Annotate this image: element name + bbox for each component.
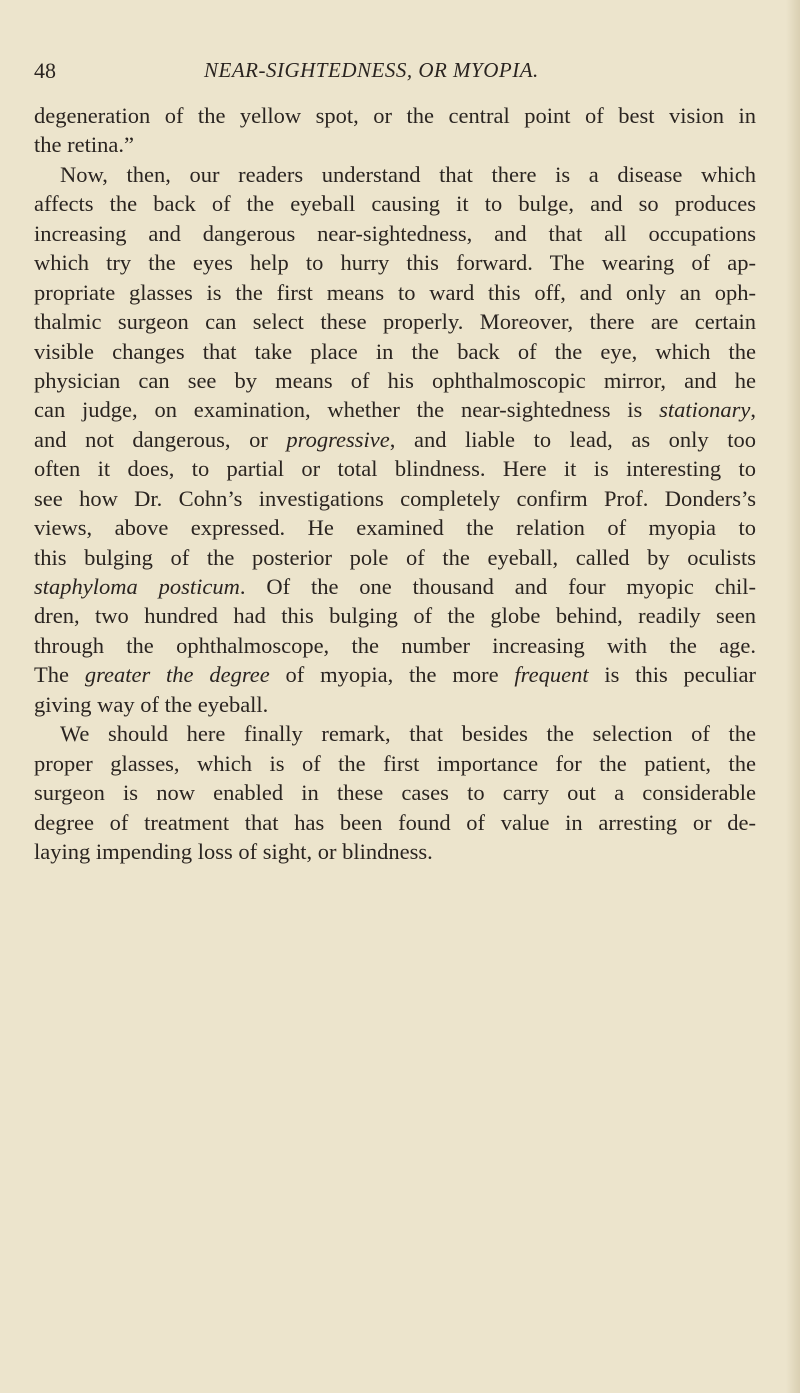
italic-text: staphyloma posticum — [34, 574, 240, 599]
text-line — [34, 101, 756, 130]
text-run: The — [34, 662, 85, 688]
text-run: propriate glasses is the first means to ward this off, and only an oph- — [34, 279, 756, 305]
text-run: dren, two hundred had this bulging of the globe behind, readily seen — [34, 603, 756, 629]
text-run: affects the back of the eyeball causing it to bulge, and so produces — [34, 191, 756, 217]
text-run: , — [750, 397, 756, 423]
text-line — [34, 484, 756, 513]
text-line — [34, 130, 756, 159]
text-line — [34, 660, 756, 689]
text-run: physician can see by means of his ophthalmoscopic mirror, and he — [34, 367, 756, 393]
text-run: can judge, on examination, whether the near-sightedness is — [34, 397, 660, 423]
text-run: thalmic surgeon can select these properly. Moreover, there are certain — [34, 309, 756, 335]
text-line — [34, 808, 756, 837]
text-line — [34, 601, 756, 630]
text-line — [34, 454, 756, 483]
text-run: laying impending loss of sight, or blindness. — [34, 838, 433, 864]
page-edge — [786, 0, 800, 1393]
text-run: often it does, to partial or total blindness. Here it is interesting to — [34, 456, 756, 482]
running-title: NEAR-SIGHTEDNESS, OR MYOPIA. — [204, 58, 539, 82]
text-line — [34, 278, 756, 307]
text-line — [34, 248, 756, 277]
text-line — [34, 631, 756, 660]
text-run: of myopia, the more — [269, 662, 515, 688]
text-run: through the ophthalmoscope, the number increasing with the age. — [34, 632, 756, 658]
text-line — [34, 366, 756, 395]
text-run: is this peculiar — [588, 662, 757, 688]
text-line — [34, 543, 756, 572]
text-line — [34, 337, 756, 366]
text-run: surgeon is now enabled in these cases to carry out a considerable — [34, 780, 756, 806]
body-text — [34, 101, 756, 866]
text-run: degeneration of the yellow spot, or the central point of best vision in — [34, 103, 756, 128]
running-header — [34, 56, 754, 86]
text-run: proper glasses, which is of the first importance for the patient, the — [34, 750, 756, 776]
text-run: which try the eyes help to hurry this forward. The wearing of ap- — [34, 250, 756, 276]
text-line — [34, 572, 756, 601]
text-line — [34, 690, 756, 719]
text-run: visible changes that take place in the back of the eye, which the — [34, 338, 756, 364]
text-line — [34, 719, 756, 748]
italic-text: stationary — [659, 397, 751, 423]
text-line — [34, 189, 756, 218]
text-run: Now, then, our readers understand that there is a disease which — [60, 161, 756, 187]
text-run: , and liable to lead, as only too — [389, 426, 757, 452]
text-line — [34, 395, 756, 424]
italic-text: greater the degree — [84, 662, 270, 688]
text-run: We should here finally remark, that besides the selection of the — [60, 721, 756, 747]
page-number: 48 — [34, 58, 56, 83]
text-run: giving way of the eyeball. — [34, 691, 269, 717]
text-run: see how Dr. Cohn’s investigations completely confirm Prof. Donders’s — [34, 485, 756, 511]
text-run: increasing and dangerous near-sightedness, and that all occupations — [34, 220, 756, 246]
text-line — [34, 837, 756, 866]
text-run: the retina.” — [34, 132, 134, 158]
text-line — [34, 307, 756, 336]
text-line — [34, 778, 756, 807]
text-line — [34, 749, 756, 778]
text-line — [34, 513, 756, 542]
text-line — [34, 160, 756, 189]
text-run: views, above expressed. He examined the relation of myopia to — [34, 515, 756, 541]
italic-text: progressive — [286, 426, 390, 452]
italic-text: frequent — [514, 662, 589, 688]
text-line — [34, 219, 756, 248]
text-line — [34, 425, 756, 454]
text-run: this bulging of the posterior pole of the eyeball, called by oculists — [34, 544, 756, 570]
text-run: and not dangerous, or — [34, 426, 287, 452]
text-run: . Of the one thousand and four myopic chil- — [239, 574, 756, 599]
text-run: degree of treatment that has been found of value in arresting or de- — [34, 809, 756, 835]
